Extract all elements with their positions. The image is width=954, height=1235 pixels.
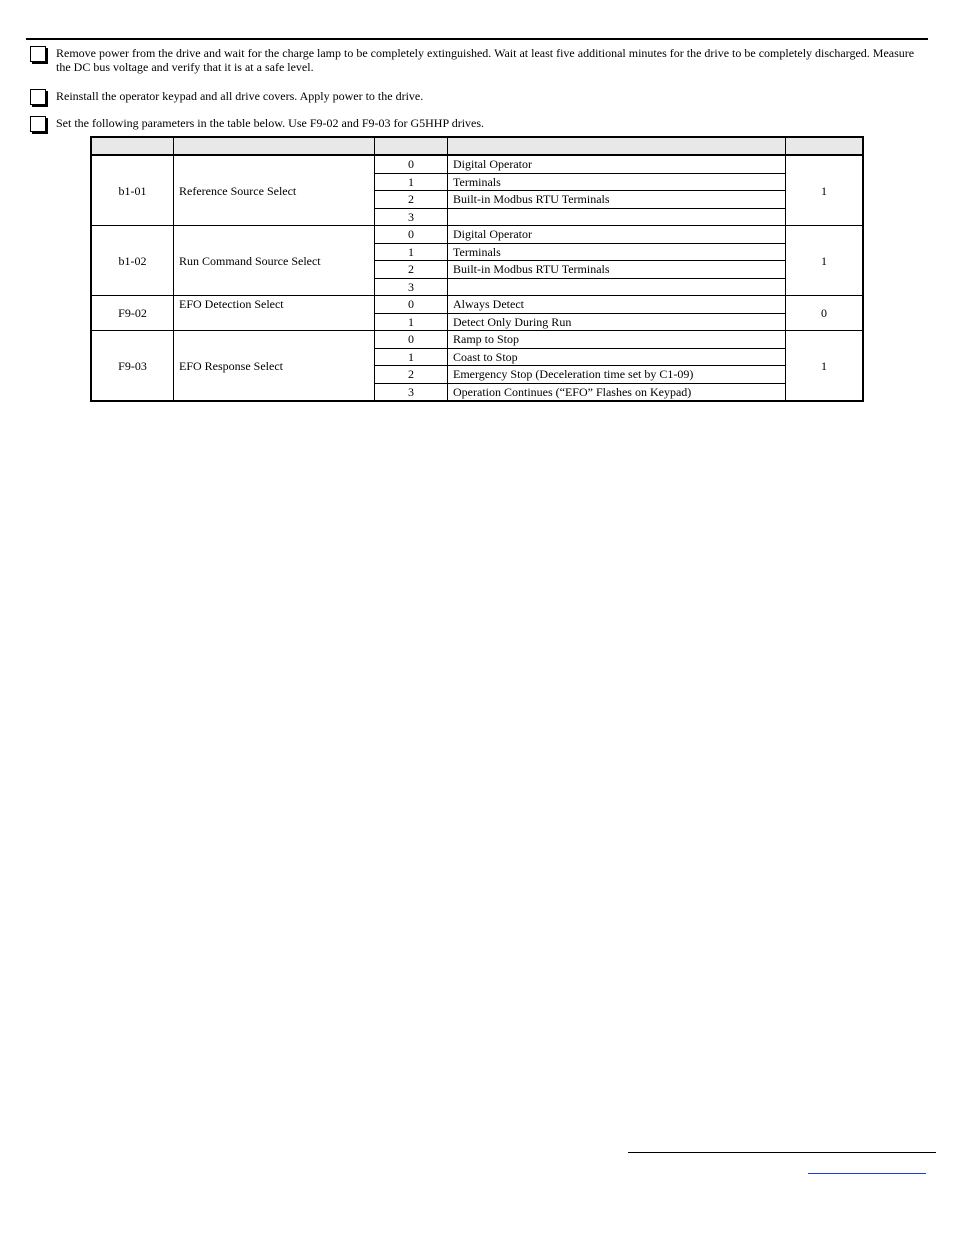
option-value: 2 xyxy=(375,261,448,279)
header-cell-value xyxy=(375,137,448,155)
top-rule xyxy=(26,38,928,40)
option-value: 0 xyxy=(375,226,448,244)
footer-rule xyxy=(628,1152,936,1153)
option-value: 0 xyxy=(375,331,448,349)
option-description: Built-in Modbus RTU Terminals xyxy=(448,261,786,279)
option-value: 1 xyxy=(375,348,448,366)
checkbox-icon[interactable] xyxy=(30,116,46,132)
option-value: 0 xyxy=(375,296,448,314)
table-row xyxy=(91,331,863,349)
step-1-text: Remove power from the drive and wait for the charge lamp to be completely extinguished. Wait at least five additional minutes for the drive to be completely discharged. Measure the DC bus voltage and verify that it is at a safe level. xyxy=(56,46,915,74)
param-name: EFO Detection Select xyxy=(174,296,375,331)
step-2-text: Reinstall the operator keypad and all drive covers. Apply power to the drive. xyxy=(56,89,424,103)
param-number: b1-01 xyxy=(91,155,174,226)
option-value: 3 xyxy=(375,383,448,401)
param-name: EFO Response Select xyxy=(174,331,375,402)
option-value: 0 xyxy=(375,155,448,173)
option-value: 3 xyxy=(375,208,448,226)
option-description: Always Detect xyxy=(448,296,786,314)
option-description: Emergency Stop (Deceleration time set by C1-09) xyxy=(448,366,786,384)
option-description: Terminals xyxy=(448,173,786,191)
table-row xyxy=(91,155,863,173)
checkbox-icon[interactable] xyxy=(30,46,46,62)
table-row xyxy=(91,296,863,314)
footer-link-underline[interactable] xyxy=(808,1173,926,1174)
option-description: Coast to Stop xyxy=(448,348,786,366)
header-cell-name xyxy=(174,137,375,155)
param-number: F9-03 xyxy=(91,331,174,402)
option-description xyxy=(448,208,786,226)
option-description: Detect Only During Run xyxy=(448,313,786,331)
param-setting: 0 xyxy=(786,296,864,331)
param-number: F9-02 xyxy=(91,296,174,331)
header-cell-param xyxy=(91,137,174,155)
param-number: b1-02 xyxy=(91,226,174,296)
option-description: Terminals xyxy=(448,243,786,261)
option-description: Operation Continues (“EFO” Flashes on Keypad) xyxy=(448,383,786,401)
option-value: 1 xyxy=(375,313,448,331)
option-value: 2 xyxy=(375,366,448,384)
option-description: Ramp to Stop xyxy=(448,331,786,349)
option-description: Digital Operator xyxy=(448,226,786,244)
option-description: Digital Operator xyxy=(448,155,786,173)
option-description: Built-in Modbus RTU Terminals xyxy=(448,191,786,209)
param-name: Run Command Source Select xyxy=(174,226,375,296)
header-cell-setting xyxy=(786,137,864,155)
header-cell-description xyxy=(448,137,786,155)
step-3-text: Set the following parameters in the table below. Use F9-02 and F9-03 for G5HHP drives. xyxy=(56,116,485,130)
param-name: Reference Source Select xyxy=(174,155,375,226)
parameter-table xyxy=(90,136,864,402)
table-header-row xyxy=(91,137,863,155)
option-value: 1 xyxy=(375,243,448,261)
option-value: 3 xyxy=(375,278,448,296)
option-value: 1 xyxy=(375,173,448,191)
checkbox-icon[interactable] xyxy=(30,89,46,105)
table-row xyxy=(91,226,863,244)
option-description xyxy=(448,278,786,296)
option-value: 2 xyxy=(375,191,448,209)
param-setting: 1 xyxy=(786,155,864,226)
param-setting: 1 xyxy=(786,226,864,296)
param-setting: 1 xyxy=(786,331,864,402)
